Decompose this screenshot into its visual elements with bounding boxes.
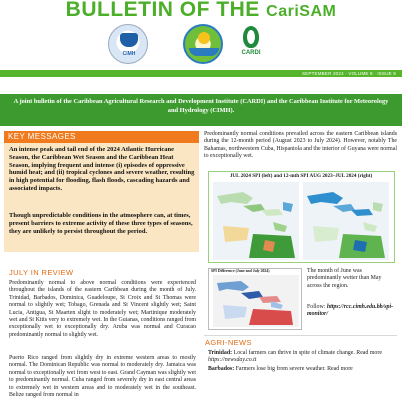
june-comparison-text: The month of June was predominantly wetter than May across the region.: [307, 268, 382, 289]
banner-text: A joint bulletin of the Caribbean Agricultural Research and Development Institute (CARDI) and the Caribbean Institute for Meteorology and Hydrology (CIMH).: [13, 98, 389, 114]
bulletin-title-carisam: CariSAM: [266, 3, 337, 20]
twelve-month-summary: Predominantly normal conditions prevailed across the eastern Caribbean islands during the 12-month period (August 2023 to July 2024). However, notably The Bahamas, northwestern Cuba, Hispaniola and the interior of Guyana were normal to exceptionally wet.: [204, 131, 397, 160]
spi-maps-figure: [208, 171, 395, 263]
issue-line: SEPTEMBER 2024 · VOLUME 8 · ISSUE 9: [301, 71, 396, 76]
agri-news-place: Trinidad:: [208, 350, 233, 356]
cardi-logo-text: CARDI: [241, 50, 261, 56]
cardi-logo: [238, 26, 264, 62]
agri-news-link[interactable]: https://newsday.co.tt: [208, 357, 257, 364]
issue-bar: [0, 70, 402, 77]
agri-news-text: Local farmers can thrive in spite of climate change. Read more: [232, 350, 382, 356]
bulletin-title-main: BULLETIN OF THE: [65, 0, 267, 21]
spi-difference-caption: SPI Difference (June and July 2024): [211, 269, 270, 273]
key-messages-header: [4, 131, 199, 143]
agri-news-heading: AGRI-NEWS: [205, 338, 252, 347]
spi-july-map: [213, 182, 299, 260]
masthead: [0, 0, 402, 92]
cimh-logo-text: CIMH: [122, 51, 136, 57]
bulletin-title: [0, 0, 402, 22]
cimh-logo-emblem: [120, 33, 138, 47]
spi-difference-map: [213, 275, 299, 327]
spi-difference-figure: [208, 268, 302, 330]
key-message-2: Though unpredictable conditions in the atmosphere can, at times, present barriers to extreme activity of these three types of seasons, they are unlikely to persist throughout the period.: [9, 212, 193, 235]
agri-news-item: [208, 350, 397, 365]
spi-maps-caption: JUL 2024 SPI (left) and 12-mth SPI AUG 2023–JUL 2024 (right): [229, 173, 373, 179]
spi-12-month-map: [303, 182, 389, 260]
cimh-logo: [108, 24, 148, 64]
subtitle-banner: [0, 94, 402, 126]
follow-label: Follow:: [307, 304, 327, 310]
july-review-paragraph-2: Puerto Rico ranged from slightly dry in extreme western areas to mostly normal. The Dominican Republic was normal to moderately dry. Jamaica was normal to exceptionally wet from west to east. Grand Cayman was slightly wet to predominantly normal. Cuba ranged from severely dry in east central areas to extremely wet in western areas and to moderately wet in the southeast. Belize ranged from normal in: [9, 355, 196, 399]
wave-icon: [189, 48, 219, 56]
spi-monitor-link[interactable]: https://rcc.cimh.edu.bb/spi-monitor/: [307, 304, 394, 318]
agri-news-divider: [204, 335, 397, 336]
july-review-paragraph-1: Predominantly normal to above normal conditions were experienced throughout the islands of the eastern Caribbean during the month of July. Trinidad, Barbados, Dominica, Guadeloupe, St Croix and St Thomas were normal to slightly wet; Tobago, Grenada and St Vincent slightly wet; Saint Lucia, Antigua, St Maarten slight to moderately wet; Martinique moderately wet and St Kitts very to extremely wet. In the Guianas, conditions ranged from exceptionally wet to exceptionally dry. Aruba was normal and Curacao predominantly normal to slightly wet.: [9, 280, 196, 338]
spi-monitor-follow: [307, 304, 397, 319]
key-messages-heading: KEY MESSAGES: [8, 132, 76, 141]
agri-news-place: Barbados:: [208, 366, 235, 372]
agri-news-item: [208, 366, 397, 373]
key-message-1: An intense peak and tail end of the 2024 Atlantic Hurricane Season, the Caribbean Wet Season and the Caribbean Heat Season, implying frequent and intense (i) episodes of oppressive humid heat; and (ii) tropical cyclones and severe weather, resulting in high potential for flooding, flash floods, cascading hazards and associated impacts.: [9, 146, 195, 192]
sun-icon: [198, 32, 210, 44]
agri-news-text: Farmers lose big from severe weather. Read more: [234, 366, 353, 372]
july-review-heading: JULY IN REVIEW: [9, 268, 74, 277]
leaf-highlight-icon: [247, 30, 255, 44]
carisam-logo: [183, 24, 223, 64]
